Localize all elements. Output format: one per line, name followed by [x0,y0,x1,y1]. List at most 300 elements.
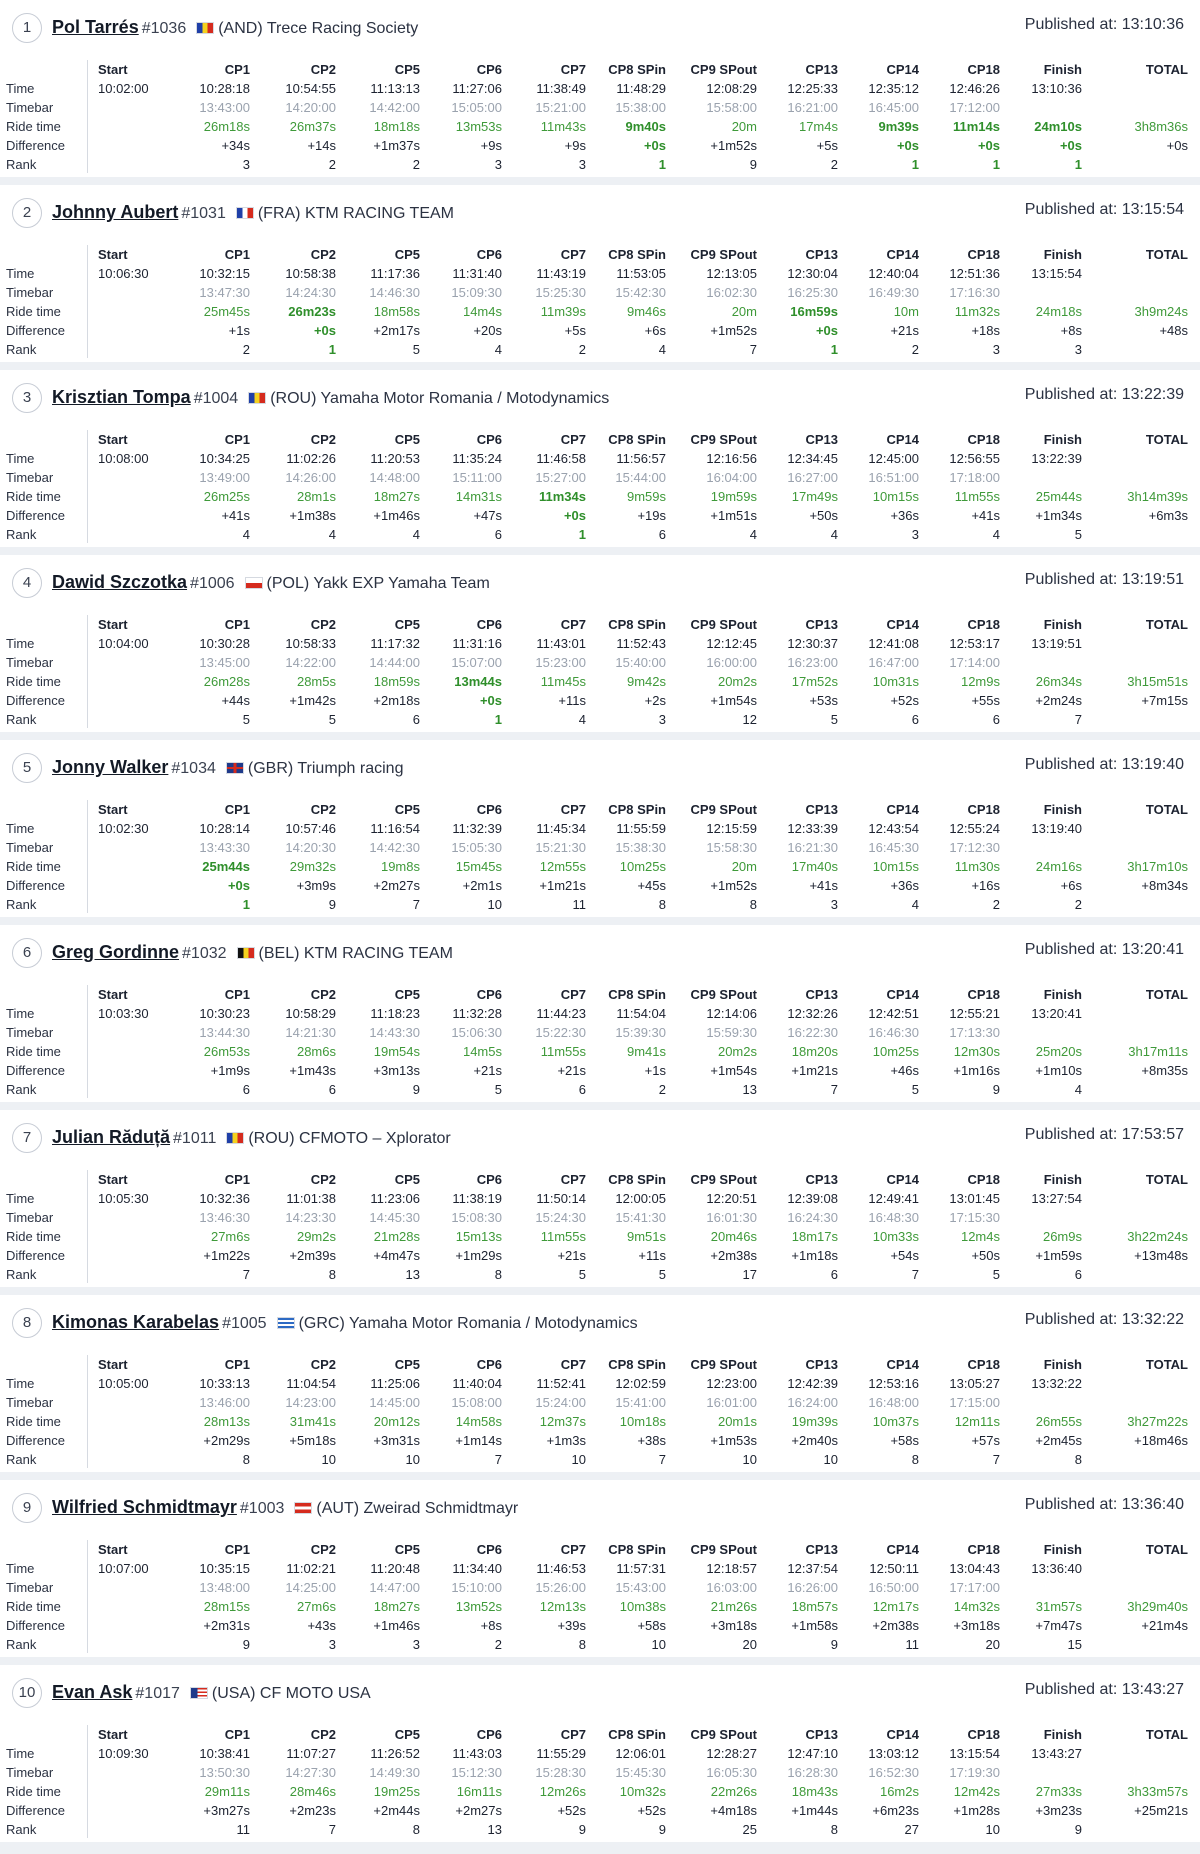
rider-name-link[interactable]: Wilfried Schmidtmayr [52,1497,237,1517]
time-cell: 12:39:08 [787,1191,838,1206]
row-label: Timebar [6,1580,54,1595]
ride-cell: 14m4s [462,304,502,319]
time-cell: 11:46:53 [536,1561,586,1576]
timebar-cell: 14:23:00 [285,1395,336,1410]
rider-name-link[interactable]: Pol Tarrés [52,17,139,37]
row-label: Time [6,451,35,466]
ride-cell: 27m6s [210,1229,250,1244]
diff-cell: +0s [1166,138,1188,153]
timebar-cell: 15:40:00 [615,655,666,670]
rank-cell: 7 [911,1267,919,1282]
time-cell: 13:22:39 [1031,451,1082,466]
split-times-table [0,245,1200,360]
row-label: Time [6,1376,35,1391]
column-header: CP2 [310,1172,336,1187]
column-header: CP5 [394,802,420,817]
timebar-cell: 14:47:00 [369,1580,420,1595]
timebar-cell: 17:14:00 [949,655,1000,670]
column-header: CP8 SPin [608,1542,666,1557]
time-cell: 12:49:41 [868,1191,919,1206]
rank-cell: 4 [830,527,838,542]
ride-cell: 14m31s [455,489,502,504]
rider-name-link[interactable]: Kimonas Karabelas [52,1312,220,1332]
timebar-cell: 16:24:30 [787,1210,838,1225]
rider-name-link[interactable]: Greg Gordinne [52,942,180,962]
diff-cell: +21m4s [1141,1618,1188,1633]
diff-cell: +0s [815,323,838,338]
aut-flag [294,1502,312,1514]
time-cell: 10:02:00 [98,81,149,96]
rider-info [52,387,609,408]
diff-cell: +21s [473,1063,502,1078]
timebar-cell: 13:47:30 [199,285,250,300]
time-cell: 11:25:06 [370,1376,420,1391]
rank-cell: 8 [911,1452,919,1467]
ride-cell: 10m25s [619,859,666,874]
ride-cell: 28m1s [296,489,336,504]
ride-cell: 24m10s [1034,119,1082,134]
column-header: CP13 [805,617,838,632]
split-times-table [0,615,1200,730]
time-cell: 11:38:19 [452,1191,502,1206]
time-cell: 12:53:16 [868,1376,919,1391]
time-cell: 12:14:06 [706,1006,757,1021]
row-label: Ride time [6,119,61,134]
time-row [0,634,1200,653]
time-row [0,264,1200,283]
timebar-cell: 14:44:00 [369,655,420,670]
row-label: Rank [6,1267,37,1282]
ride-cell: 3h29m40s [1127,1599,1188,1614]
diff-row [0,136,1200,155]
time-cell: 12:55:21 [949,1006,1000,1021]
ride-cell: 10m31s [872,674,919,689]
ride-cell: 12m13s [539,1599,586,1614]
column-header: CP9 SPout [690,1542,757,1557]
ride-cell: 20m [731,119,757,134]
rider-country-team: (AND) Trece Racing Society [218,20,419,37]
timebar-cell: 16:04:00 [706,470,757,485]
row-label: Ride time [6,1229,61,1244]
rank-cell: 6 [494,527,502,542]
timebar-row [0,1208,1200,1227]
time-cell: 12:34:45 [787,451,838,466]
time-cell: 12:30:37 [787,636,838,651]
column-header: TOTAL [1145,432,1188,447]
ride-cell: 3h27m22s [1127,1414,1188,1429]
time-cell: 12:20:51 [706,1191,757,1206]
column-header: CP6 [476,802,502,817]
rider-number: #1031 [181,205,226,222]
diff-cell: +54s [890,1248,919,1263]
diff-cell: +21s [557,1063,586,1078]
timebar-cell: 15:38:00 [615,100,666,115]
rank-cell: 5 [1074,527,1082,542]
column-header: CP7 [560,1727,586,1742]
diff-cell: +8s [480,1618,502,1633]
ride-cell: 18m58s [373,304,420,319]
bel-flag [237,947,255,959]
timebar-cell: 15:43:00 [615,1580,666,1595]
published-time: Published at: 13:20:41 [1024,941,1184,958]
column-header: TOTAL [1145,1357,1188,1372]
row-label: Timebar [6,285,54,300]
timebar-cell: 13:46:00 [199,1395,250,1410]
rider-country-team: (ROU) Yamaha Motor Romania / Motodynamics [270,390,610,407]
column-header: CP5 [394,1357,420,1372]
rank-cell: 6 [658,527,666,542]
column-header: CP9 SPout [690,62,757,77]
ride-cell: 9m51s [626,1229,666,1244]
row-label: Difference [6,693,66,708]
rank-cell: 10 [405,1452,420,1467]
rank-cell: 8 [830,1822,838,1837]
rank-cell: 10 [742,1452,757,1467]
rank-cell: 8 [658,897,666,912]
rank-cell: 3 [1074,342,1082,357]
time-cell: 13:43:27 [1031,1746,1082,1761]
row-label: Difference [6,1803,66,1818]
ride-cell: 12m42s [953,1784,1000,1799]
ride-cell: 18m20s [791,1044,838,1059]
diff-cell: +1m59s [1035,1248,1082,1263]
split-times-table [0,430,1200,545]
time-cell: 12:28:27 [706,1746,757,1761]
timebar-cell: 16:48:00 [868,1395,919,1410]
rider-header [0,555,1200,613]
ride-cell: 9m59s [626,489,666,504]
timebar-cell: 16:24:00 [787,1395,838,1410]
column-header: Start [98,432,128,447]
split-times-table [0,60,1200,175]
time-cell: 11:34:40 [452,1561,502,1576]
ride-cell: 26m34s [1035,674,1082,689]
rank-cell: 4 [242,527,250,542]
ride-cell: 14m32s [953,1599,1000,1614]
row-label: Difference [6,1433,66,1448]
column-header: CP2 [310,1727,336,1742]
rider-number: #1004 [193,390,239,407]
position-badge: 8 [12,1308,42,1338]
time-cell: 10:57:46 [285,821,336,836]
rank-cell: 9 [242,1637,250,1652]
time-cell: 11:27:06 [452,81,502,96]
rank-cell: 9 [992,1082,1000,1097]
rank-cell: 5 [578,1267,586,1282]
ride-row [0,1597,1200,1616]
timebar-cell: 17:15:00 [949,1395,1000,1410]
ride-cell: 22m26s [710,1784,757,1799]
column-header: CP6 [476,432,502,447]
timebar-cell: 14:48:00 [369,470,420,485]
column-header: Start [98,1172,128,1187]
diff-cell: +52s [637,1803,666,1818]
rider-name-link[interactable]: Johnny Aubert [52,202,179,222]
rider-country-team: (POL) Yakk EXP Yamaha Team [266,575,490,592]
timebar-cell: 15:58:30 [706,840,757,855]
time-cell: 12:53:17 [949,636,1000,651]
row-label: Timebar [6,1025,54,1040]
diff-cell: +50s [971,1248,1000,1263]
column-header: CP13 [805,1357,838,1372]
header-row [0,1725,1200,1744]
timebar-cell: 16:01:30 [706,1210,757,1225]
ride-cell: 19m54s [373,1044,420,1059]
diff-cell: +1m42s [289,693,336,708]
ride-cell: 18m59s [373,674,420,689]
rider-header [0,925,1200,983]
diff-cell: +2m45s [1035,1433,1082,1448]
rider-country-team: (FRA) KTM RACING TEAM [257,205,454,222]
diff-cell: +43s [307,1618,336,1633]
column-header: Finish [1043,432,1082,447]
time-cell: 11:07:27 [286,1746,336,1761]
diff-cell: +2m44s [373,1803,420,1818]
rank-cell: 1 [658,157,666,172]
diff-cell: +55s [971,693,1000,708]
time-cell: 11:18:23 [370,1006,420,1021]
row-label: Time [6,1746,35,1761]
rank-cell: 8 [578,1637,586,1652]
row-label: Difference [6,878,66,893]
ride-cell: 26m28s [203,674,250,689]
column-header: CP1 [224,1357,250,1372]
column-header: Start [98,987,128,1002]
timebar-cell: 16:48:30 [868,1210,919,1225]
ride-cell: 10m38s [619,1599,666,1614]
time-cell: 12:51:36 [949,266,1000,281]
ride-cell: 19m8s [380,859,420,874]
timebar-cell: 17:12:00 [949,100,1000,115]
rank-cell: 11 [572,897,586,912]
timebar-cell: 16:50:00 [868,1580,919,1595]
column-header: CP2 [310,802,336,817]
diff-cell: +1m44s [791,1803,838,1818]
column-header: CP13 [805,1172,838,1187]
diff-cell: +46s [890,1063,919,1078]
column-header: CP7 [560,802,586,817]
rider-info [52,757,403,778]
time-cell: 10:05:00 [98,1376,149,1391]
column-header: CP2 [310,432,336,447]
rider-name-link[interactable]: Jonny Walker [52,757,169,777]
position-badge: 7 [12,1123,42,1153]
column-header: CP6 [476,1172,502,1187]
rider-header [0,1110,1200,1168]
ride-cell: 14m58s [455,1414,502,1429]
ride-cell: 26m53s [203,1044,250,1059]
diff-cell: +57s [971,1433,1000,1448]
ride-cell: 14m5s [462,1044,502,1059]
diff-cell: +14s [307,138,336,153]
column-header: Start [98,617,128,632]
column-header: Finish [1043,62,1082,77]
ride-cell: 18m27s [373,1599,420,1614]
rank-cell: 10 [651,1637,666,1652]
time-cell: 12:23:00 [706,1376,757,1391]
ride-cell: 12m9s [960,674,1000,689]
column-header: Finish [1043,1357,1082,1372]
diff-cell: +1m52s [710,323,757,338]
diff-cell: +0s [896,138,919,153]
column-header: TOTAL [1145,1172,1188,1187]
rank-cell: 6 [328,1082,336,1097]
column-header: CP8 SPin [608,432,666,447]
rider-name-link[interactable]: Julian Răduță [52,1127,171,1147]
row-label: Timebar [6,1765,54,1780]
rank-cell: 5 [830,712,838,727]
time-cell: 11:26:52 [370,1746,420,1761]
column-header: CP6 [476,1542,502,1557]
timebar-cell: 16:46:30 [868,1025,919,1040]
rank-cell: 9 [830,1637,838,1652]
timebar-cell: 13:50:30 [199,1765,250,1780]
diff-cell: +3m18s [953,1618,1000,1633]
timebar-cell: 16:45:30 [868,840,919,855]
timebar-cell: 17:17:00 [949,1580,1000,1595]
ride-cell: 10m [893,304,919,319]
ride-cell: 12m30s [953,1044,1000,1059]
timebar-cell: 17:16:30 [949,285,1000,300]
time-cell: 11:52:43 [616,636,666,651]
diff-cell: +9s [564,138,586,153]
ride-row [0,487,1200,506]
time-cell: 12:46:26 [949,81,1000,96]
diff-cell: +1m14s [455,1433,502,1448]
ride-cell: 3h33m57s [1127,1784,1188,1799]
timebar-cell: 14:43:30 [369,1025,420,1040]
column-header: TOTAL [1145,1542,1188,1557]
ride-cell: 29m11s [204,1784,250,1799]
rank-cell: 20 [742,1637,757,1652]
column-header: CP5 [394,432,420,447]
rank-cell: 3 [328,1637,336,1652]
time-cell: 11:20:48 [370,1561,420,1576]
column-header: CP1 [224,62,250,77]
row-label: Rank [6,712,37,727]
timebar-cell: 16:28:30 [787,1765,838,1780]
time-cell: 11:17:36 [370,266,420,281]
timebar-cell: 17:15:30 [949,1210,1000,1225]
timebar-cell: 15:11:00 [452,470,502,485]
rank-cell: 9 [578,1822,586,1837]
diff-cell: +41s [971,508,1000,523]
rank-row [0,1635,1200,1654]
diff-row [0,1431,1200,1450]
ride-cell: 10m32s [619,1784,666,1799]
rank-cell: 4 [494,342,502,357]
rank-row [0,525,1200,544]
rank-cell: 11 [236,1822,250,1837]
timebar-cell: 14:42:30 [369,840,420,855]
column-header: CP2 [310,1542,336,1557]
ride-cell: 16m2s [879,1784,919,1799]
column-header: CP14 [886,1172,919,1187]
column-header: CP18 [967,1727,1000,1742]
ride-cell: 18m17s [791,1229,838,1244]
rank-cell: 7 [328,1822,336,1837]
rider-country-team: (BEL) KTM RACING TEAM [258,945,453,962]
column-header: CP14 [886,1727,919,1742]
row-label: Rank [6,1822,37,1837]
diff-cell: +1m38s [289,508,336,523]
timebar-cell: 16:49:30 [868,285,919,300]
time-cell: 13:05:27 [949,1376,1000,1391]
rider-card [0,925,1200,1102]
rank-cell: 1 [911,157,919,172]
ride-cell: 12m37s [539,1414,586,1429]
rank-cell: 2 [412,157,420,172]
time-row [0,1374,1200,1393]
time-cell: 11:54:04 [616,1006,666,1021]
column-header: CP2 [310,1357,336,1372]
rank-cell: 3 [578,157,586,172]
split-times-table [0,1170,1200,1285]
diff-cell: +39s [557,1618,586,1633]
time-cell: 11:38:49 [536,81,586,96]
rank-cell: 2 [494,1637,502,1652]
rank-cell: 15 [1067,1637,1082,1652]
column-header: Finish [1043,247,1082,262]
rank-cell: 4 [749,527,757,542]
ride-cell: 20m2s [717,674,757,689]
diff-cell: +36s [890,508,919,523]
timebar-cell: 15:41:00 [615,1395,666,1410]
time-cell: 12:43:54 [868,821,919,836]
diff-cell: +41s [221,508,250,523]
ride-cell: 17m40s [791,859,838,874]
column-header: CP9 SPout [690,802,757,817]
rider-name-link[interactable]: Evan Ask [52,1682,133,1702]
time-cell: 10:32:15 [199,266,250,281]
time-cell: 12:16:56 [706,451,757,466]
timebar-cell: 13:43:30 [199,840,250,855]
diff-cell: +1m3s [546,1433,586,1448]
rider-name-link[interactable]: Krisztian Tompa [52,387,191,407]
gbr-flag [226,762,244,774]
ride-row [0,1042,1200,1061]
position-badge: 5 [12,753,42,783]
ride-cell: 3h9m24s [1134,304,1188,319]
time-cell: 13:10:36 [1031,81,1082,96]
rank-cell: 8 [242,1452,250,1467]
time-cell: 12:41:08 [868,636,919,651]
diff-cell: +2m31s [203,1618,250,1633]
column-header: Finish [1043,1172,1082,1187]
ride-cell: 10m37s [872,1414,919,1429]
ride-cell: 13m53s [455,119,502,134]
timebar-cell: 15:12:30 [451,1765,502,1780]
row-label: Rank [6,1637,37,1652]
row-label: Timebar [6,1210,54,1225]
ride-cell: 11m30s [954,859,1000,874]
rider-name-link[interactable]: Dawid Szczotka [52,572,188,592]
time-cell: 10:28:18 [199,81,250,96]
rider-number: #1034 [171,760,216,777]
ride-cell: 17m49s [791,489,838,504]
rider-info [52,17,418,38]
diff-cell: +1m51s [710,508,757,523]
row-label: Ride time [6,489,61,504]
diff-cell: +0s [227,878,250,893]
ride-cell: 29m32s [289,859,336,874]
column-header: CP7 [560,1542,586,1557]
time-cell: 11:52:41 [536,1376,586,1391]
column-header: CP7 [560,1357,586,1372]
rank-cell: 3 [658,712,666,727]
rider-header [0,0,1200,58]
ride-cell: 9m40s [625,119,666,134]
